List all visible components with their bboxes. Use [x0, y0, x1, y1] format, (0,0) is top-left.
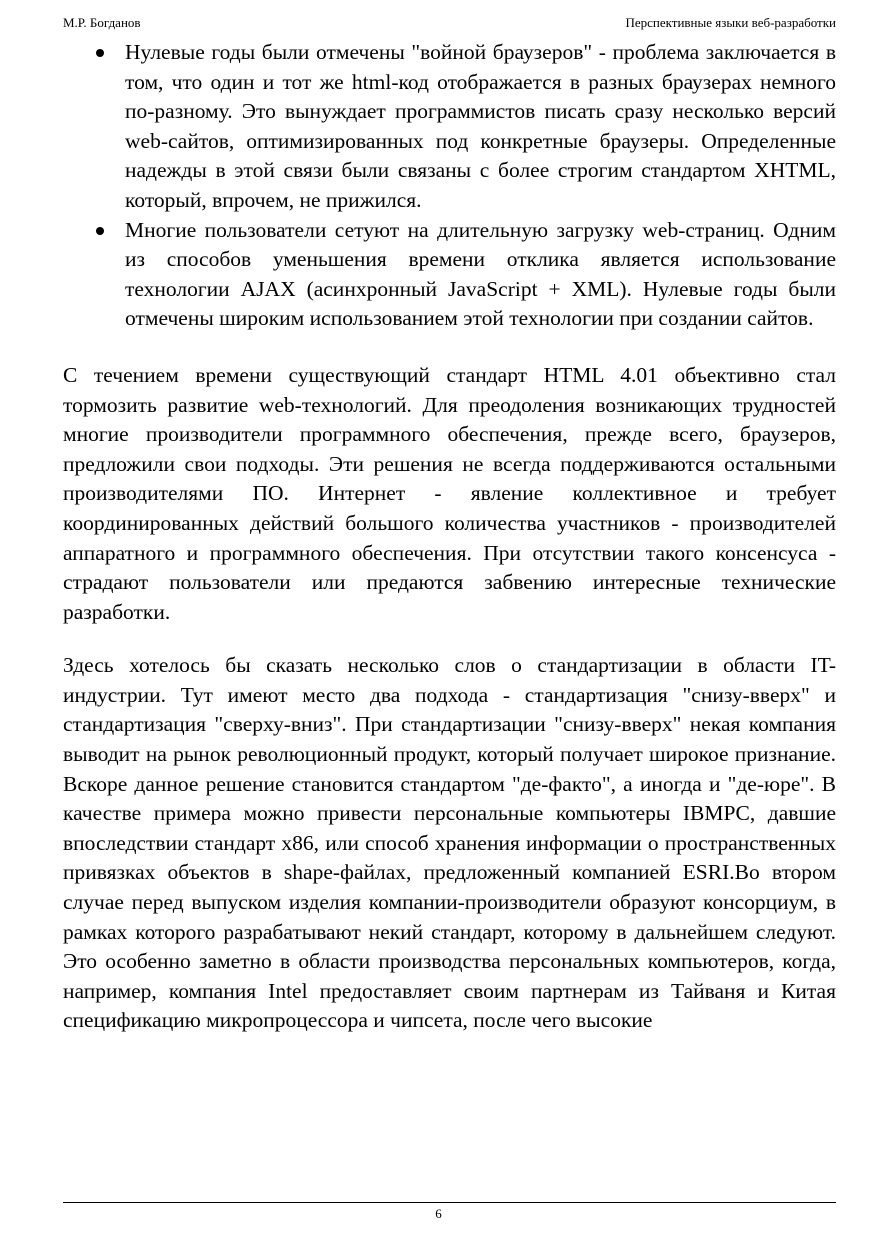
page-header [63, 15, 836, 31]
header-title: Перспективные языки веб-разработки [625, 15, 836, 30]
footer-divider [63, 1202, 836, 1203]
bullet-item [125, 216, 836, 334]
paragraph: С течением времени существующий стандарт HTML 4.01 объективно стал тормозить развитие web-технологий. Для преодоления возникающих трудностей многие производители программного обеспечения, прежде всего, браузеров, предложили свои подходы. Эти решения не всегда поддерживаются остальными производителями ПО. Интернет - явление коллективное и требует координированных действий большого количества участников - производителей аппаратного и программного обеспечения. При отсутствии такого консенсуса - страдают пользователи или предаются забвению интересные технические разработки. [63, 362, 836, 624]
bullet-dot-icon [96, 49, 104, 57]
bullet-dot-icon [96, 227, 104, 235]
bullet-text: Нулевые годы были отмечены "войной браузеров" - проблема заключается в том, что один и тот же html-код отображается в разных браузерах немного по-разному. Это вынуждает программистов писать сразу несколько версий web-сайтов, оптимизированных под конкретные браузеры. Определенные надежды в этой связи были связаны с более строгим стандартом XHTML, который, впрочем, не прижился. [125, 40, 836, 212]
page-content [63, 38, 836, 1036]
bullet-text: Многие пользователи сетуют на длительную загрузку web-страниц. Одним из способов уменьшения времени отклика является использование технологии AJAX (асинхронный JavaScript + XML). Нулевые годы были отмечены широким использованием этой технологии при создании сайтов. [125, 217, 836, 331]
paragraph: Здесь хотелось бы сказать несколько слов о стандартизации в области IT-индустрии. Тут имеют место два подхода - стандартизация "снизу-вверх" и стандартизация "сверху-вниз". При стандартизации "снизу-вверх" некая компания выводит на рынок революционный продукт, который получает широкое признание. Вскоре данное решение становится стандартом "де-факто", а иногда и "де-юре". В качестве примера можно привести персональные компьютеры IBMPC, давшие впоследствии стандарт x86, или способ хранения информации о пространственных привязках объектов в shape-файлах, предложенный компанией ESRI.Во втором случае перед выпуском изделия компании-производители образуют консорциум, в рамках которого разрабатывают некий стандарт, которому в дальнейшем следуют. Это особенно заметно в области производства персональных компьютеров, когда, например, компания Intel предоставляет своим партнерам из Тайваня и Китая спецификацию микропроцессора и чипсета, после чего высокие [63, 653, 836, 1033]
bullet-list [63, 38, 836, 334]
header-author: М.Р. Богданов [63, 15, 141, 30]
bullet-item [125, 38, 836, 216]
page-number: 6 [435, 1206, 442, 1221]
